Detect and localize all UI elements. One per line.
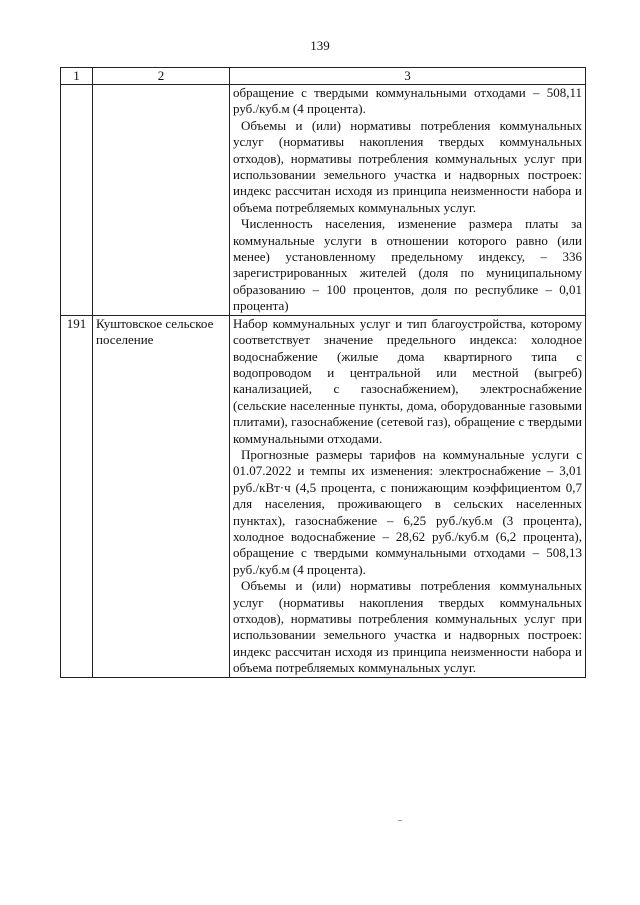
municipality-name-cell: Куштовское сельское поселение bbox=[93, 315, 230, 677]
paragraph: обращение с твердыми коммунальными отходами – 508,11 руб./куб.м (4 процента). bbox=[233, 85, 582, 117]
description-cell bbox=[230, 315, 586, 677]
table-header bbox=[61, 68, 586, 85]
paragraph: Объемы и (или) нормативы потребления коммунальных услуг (нормативы накопления твердых коммунальных отходов), нормативы потребления коммунальных услуг при использовании земельного участка и надворных построек: индекс рассчитан исходя из принципа неизменности набора и объема потребляемых коммунальных услуг. bbox=[233, 578, 582, 676]
paragraph: Численность населения, изменение размера платы за коммунальные услуги в отношении которого равно (или менее) установленному предельному индексу, – 336 зарегистрированных жителей (доля по муниципальному образованию – 100 процентов, доля по республике – 0,01 процента) bbox=[233, 216, 582, 314]
table-row-continued bbox=[61, 85, 586, 316]
paragraph: Объемы и (или) нормативы потребления коммунальных услуг (нормативы накопления твердых коммунальных отходов), нормативы потребления коммунальных услуг при использовании земельного участка и надворных построек: индекс рассчитан исходя из принципа неизменности набора и объема потребляемых коммунальных услуг. bbox=[233, 117, 582, 215]
column-header-1: 1 bbox=[61, 68, 93, 85]
scan-mark bbox=[398, 820, 402, 821]
column-header-2: 2 bbox=[93, 68, 230, 85]
page-number: 139 bbox=[310, 38, 330, 53]
municipality-name-cell bbox=[93, 85, 230, 316]
paragraph: Прогнозные размеры тарифов на коммунальные услуги с 01.07.2022 и темпы их изменения: электроснабжение – 3,01 руб./кВт·ч (4,5 процента, с понижающим коэффициентом 0,7 для населения, проживающего в сельских населенных пунктах), газоснабжение – 6,25 руб./куб.м (3 процента), холодное водоснабжение – 28,62 руб./куб.м (6,2 процента), обращение с твердыми коммунальными отходами – 508,13 руб./куб.м (4 процента). bbox=[233, 446, 582, 577]
row-number-cell: 191 bbox=[61, 315, 93, 677]
column-header-3: 3 bbox=[230, 68, 586, 85]
description-cell bbox=[230, 85, 586, 316]
table-row bbox=[61, 315, 586, 677]
tariff-table bbox=[60, 67, 586, 678]
row-number-cell bbox=[61, 85, 93, 316]
paragraph: Набор коммунальных услуг и тип благоустройства, которому соответствует значение предельного индекса: холодное водоснабжение (жилые дома квартирного типа с водопроводом и центральной или местной (выгреб) канализацией, с газоснабжением), электроснабжение (сельские населенные пункты, дома, оборудованные газовыми плитами), газоснабжение (сетевой газ), обращение с твердыми коммунальными отходами. bbox=[233, 315, 582, 446]
